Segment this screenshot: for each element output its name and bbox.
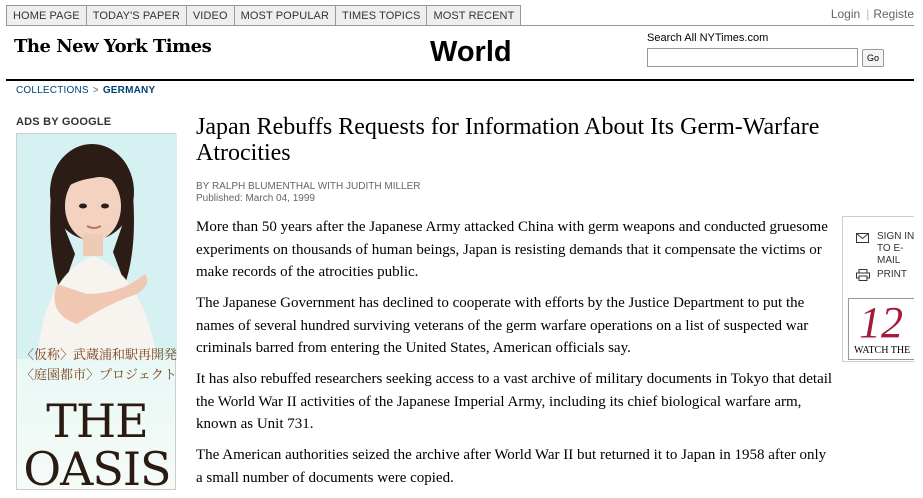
- search-label: Search All NYTimes.com: [647, 32, 769, 44]
- article-paragraph: It has also rebuffed researchers seeking access to a vast archive of military documents in Tokyo that detail the World War II activities of the Japanese Imperial Army, including its chief biological warfare arm, known as Unit 731.: [196, 371, 833, 432]
- account-links: [821, 7, 914, 21]
- nav-tab-most-recent[interactable]: MOST RECENT: [427, 5, 521, 26]
- breadcrumb: [16, 85, 155, 96]
- envelope-icon: [856, 233, 869, 243]
- article-paragraph: The American authorities seized the archive after World War II but returned it to Japan in 1958 after only a small number of documents were copied.: [196, 447, 827, 486]
- article-headline: Japan Rebuffs Requests for Information About Its Germ-Warfare Atrocities: [196, 114, 820, 166]
- article-byline: BY RALPH BLUMENTHAL WITH JUDITH MILLER: [196, 181, 421, 192]
- nav-tab-most-popular[interactable]: MOST POPULAR: [235, 5, 336, 26]
- nyt-logo[interactable]: The New York Times: [14, 36, 212, 57]
- ad-big-text-2: OASIS: [23, 442, 171, 496]
- ads-label: ADS BY GOOGLE: [16, 116, 112, 128]
- login-link[interactable]: Login: [830, 7, 861, 21]
- ad-woman-image: [17, 134, 177, 359]
- print-tool-label: PRINT: [877, 269, 907, 280]
- promo-watch-text: WATCH THE: [854, 345, 911, 356]
- ad-line-1: 〈仮称〉武蔵浦和駅再開発: [21, 348, 178, 363]
- section-title: World: [430, 36, 512, 68]
- breadcrumb-collections[interactable]: COLLECTIONS: [16, 85, 89, 96]
- promo-ad[interactable]: [848, 298, 914, 360]
- email-tool-label: SIGN IN TO E-MAIL: [877, 231, 915, 266]
- divider: |: [866, 7, 870, 21]
- article-paragraph: The Japanese Government has declined to cooperate with efforts by the Justice Department to put the names of several hundred surviving veterans of the germ warfare operations on a list of suspected war criminals barred from entering the United States, American officials say.: [196, 295, 809, 356]
- nav-tab-times-topics[interactable]: TIMES TOPICS: [336, 5, 427, 26]
- article-paragraph: More than 50 years after the Japanese Army attacked China with germ weapons and conducted gruesome experiments on thousands of human beings, Japan is resisting demands that it compensate the victims or make records of the atrocities public.: [196, 219, 828, 280]
- promo-number: 12: [859, 298, 903, 347]
- nav-tab-home-page[interactable]: HOME PAGE: [6, 5, 87, 26]
- ad-copy: [21, 346, 177, 386]
- breadcrumb-germany[interactable]: GERMANY: [102, 85, 156, 96]
- article-body: [196, 216, 836, 498]
- search-input[interactable]: [647, 48, 858, 67]
- breadcrumb-separator: >: [92, 85, 99, 96]
- search-go-button[interactable]: Go: [862, 49, 884, 67]
- masthead-divider: [6, 79, 914, 81]
- nav-tab-todays-paper[interactable]: TODAY'S PAPER: [87, 5, 187, 26]
- google-ad[interactable]: [16, 133, 178, 496]
- nav-divider: [6, 25, 914, 26]
- register-link[interactable]: Registe: [873, 7, 914, 21]
- ad-line-2: 〈庭園都市〉プロジェクト: [21, 368, 177, 383]
- printer-icon: [856, 269, 870, 281]
- ad-big-text-1: THE: [46, 394, 148, 448]
- nav-tab-video[interactable]: VIDEO: [187, 5, 235, 26]
- top-nav: [6, 5, 521, 26]
- article-published-date: Published: March 04, 1999: [196, 193, 315, 204]
